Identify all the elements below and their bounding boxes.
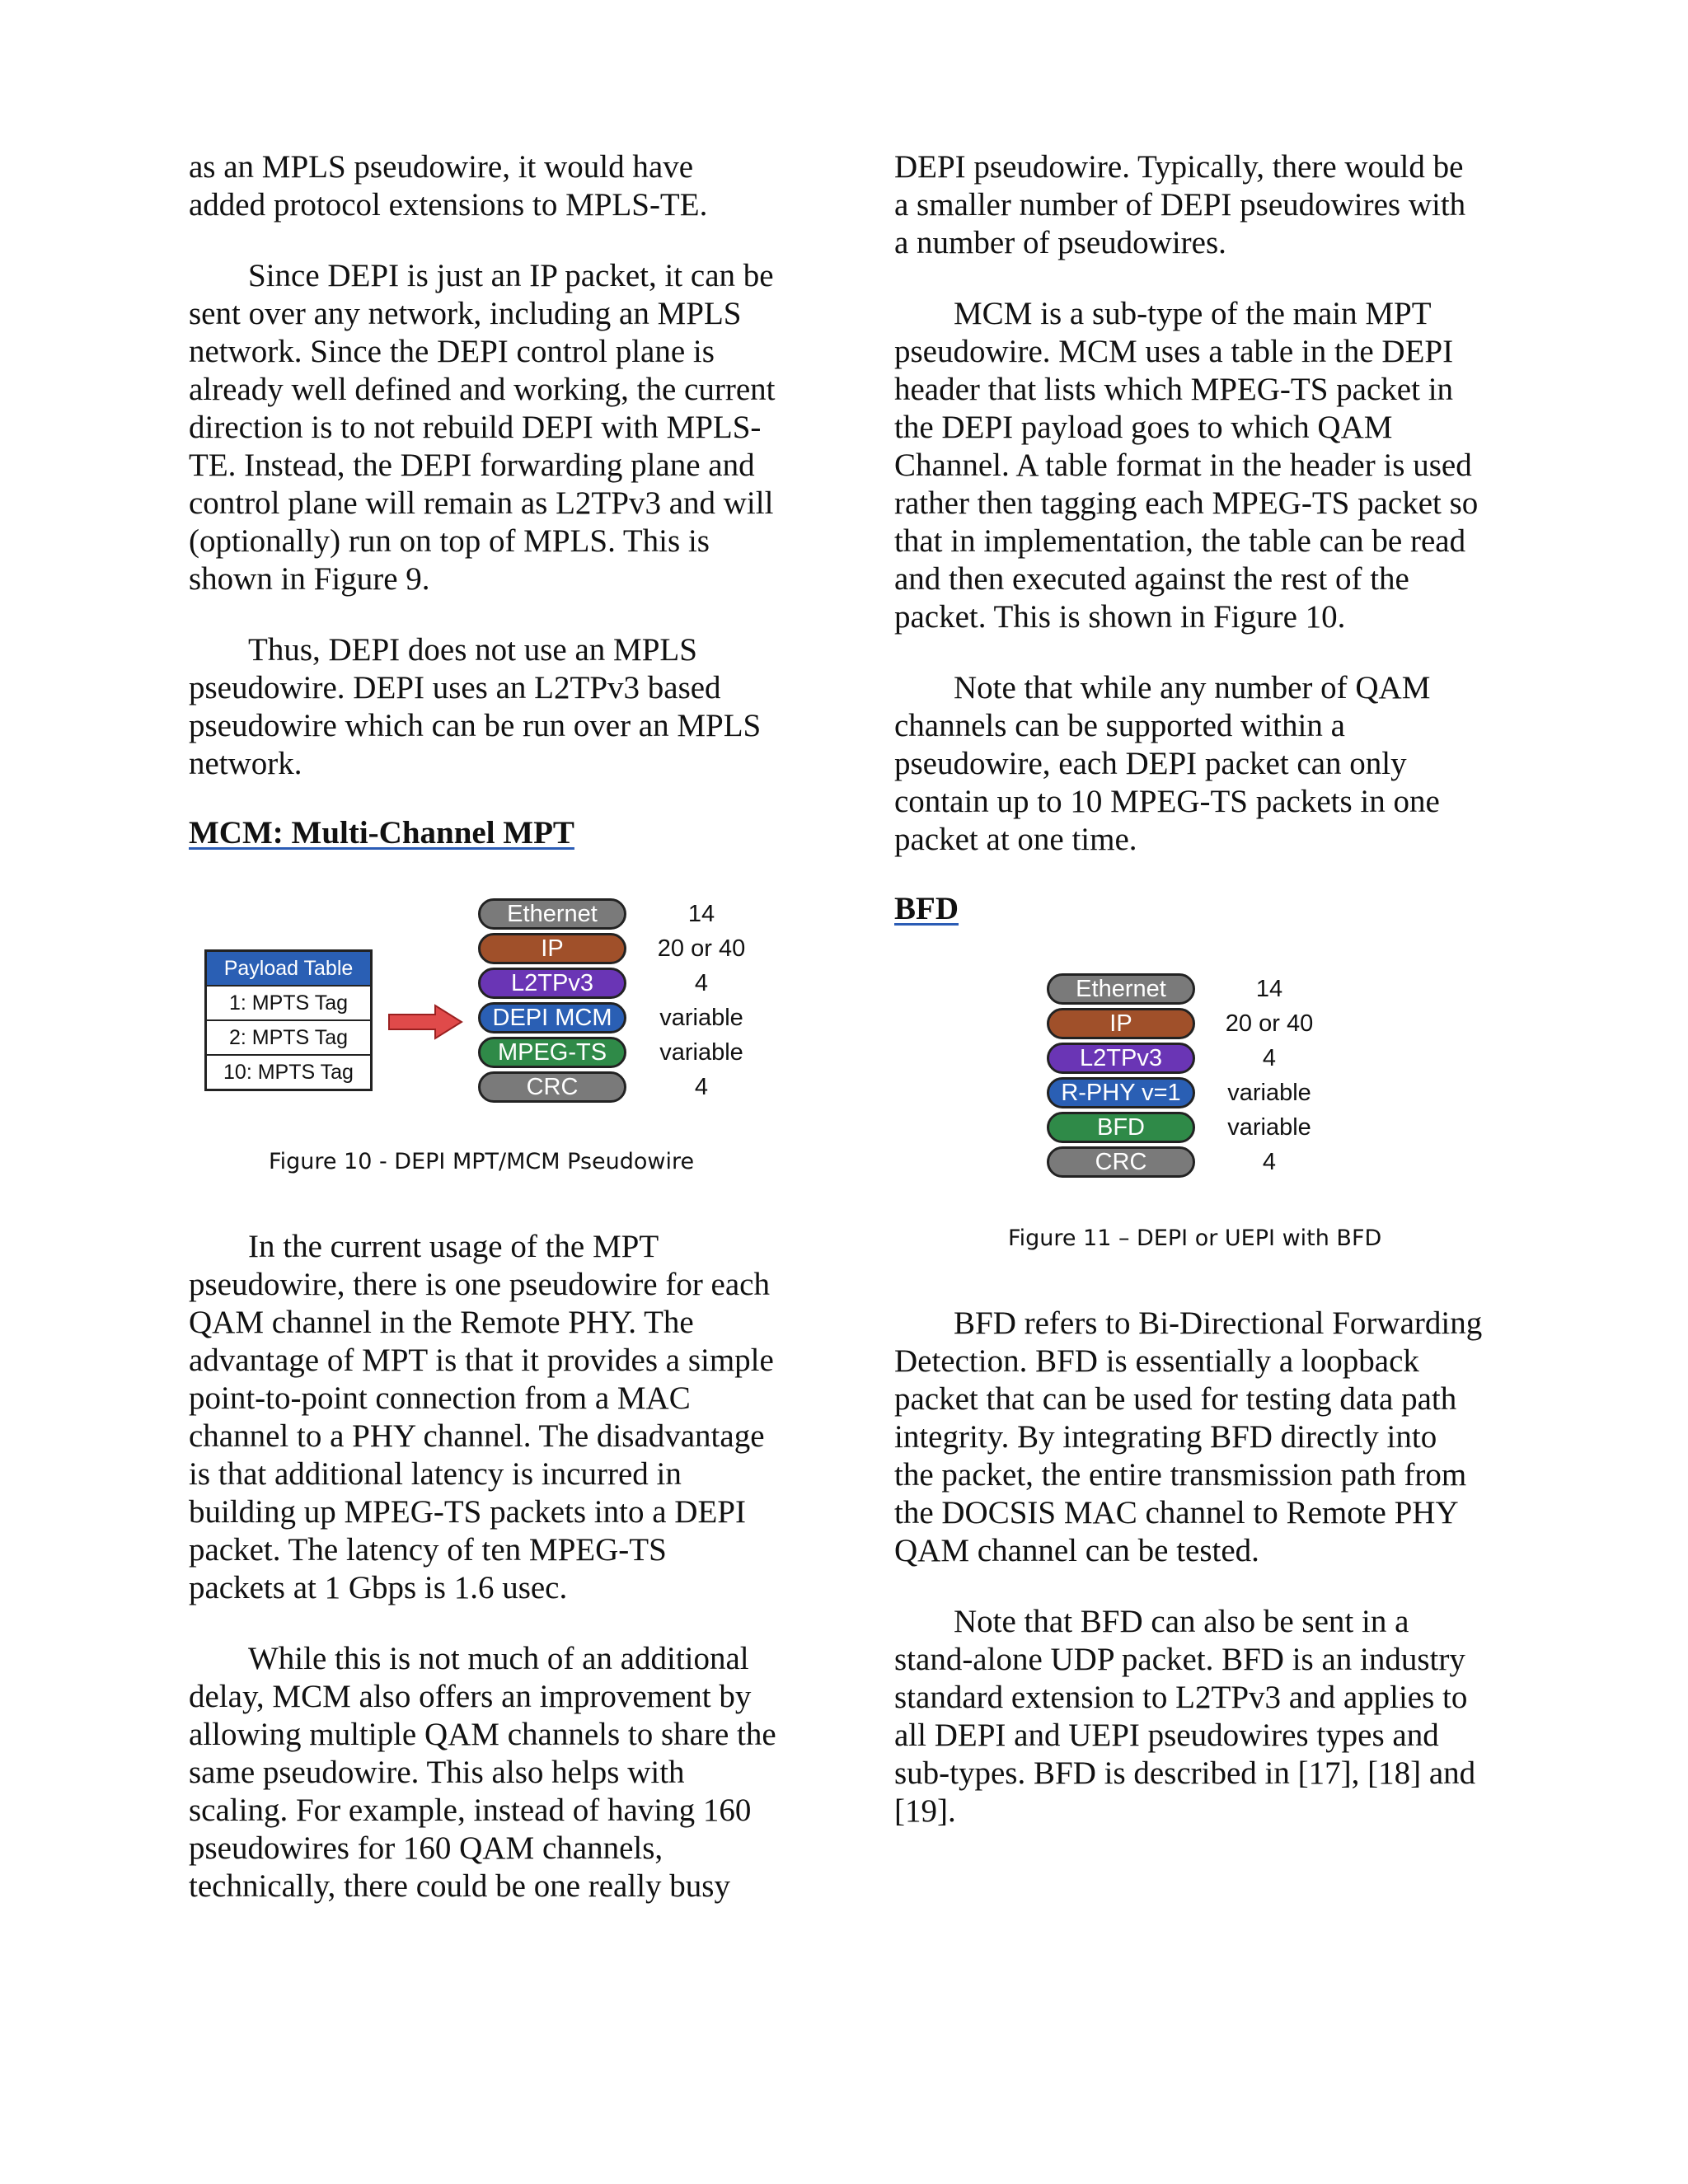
right-paragraph-4: BFD refers to Bi-Directional Forwarding Detection. BFD is essentially a loopback packet that can be used for testing data path integrity. By integrating BFD directly into the packet, the entire transmission path from the DOCSIS MAC channel to Remote PHY QAM channel can be tested. (894, 1305, 1483, 1568)
layer-size: 14 (687, 901, 715, 927)
layer-mpeg-ts: MPEG-TS (478, 1037, 626, 1068)
left-paragraph-2: Since DEPI is just an IP packet, it can be sent over any network, including an MPLS network. Since the DEPI control plane is already well defined and working, the current direction is to not rebuild DEPI with MPLS- TE. Instead, the DEPI forwarding plane and control plane will remain as L2TPv3 and will (optionally) run on top of MPLS. This is shown in Figure 9. (189, 258, 776, 597)
layer-r-phy: R-PHY v=1 (1047, 1077, 1195, 1108)
layer-crc: CRC (478, 1071, 626, 1103)
right-column-lower (894, 1305, 1504, 1830)
layer-size: variable (1227, 1080, 1311, 1106)
layer-ip: IP (1047, 1008, 1195, 1039)
layer-size: 4 (694, 1074, 709, 1100)
left-column (189, 148, 799, 852)
left-paragraph-3: Thus, DEPI does not use an MPLS pseudowire. DEPI uses an L2TPv3 based pseudowire which can be run over an MPLS network. (189, 632, 762, 781)
payload-table-row: 2: MPTS Tag (207, 1019, 370, 1054)
layer-ethernet: Ethernet (478, 898, 626, 930)
payload-table-row: 10: MPTS Tag (207, 1054, 370, 1089)
layer-size: variable (659, 1039, 743, 1066)
layer-size: variable (659, 1005, 743, 1031)
section-heading-bfd: BFD (894, 891, 959, 926)
layer-l2tpv3: L2TPv3 (478, 968, 626, 999)
left-paragraph-5: While this is not much of an additional delay, MCM also offers an improvement by allowing multiple QAM channels to share the same pseudowire. This also helps with scaling. For example, instead of having 160 pseudowires for 160 QAM channels, technically, there could be one really busy (189, 1641, 776, 1904)
layer-size: variable (1227, 1114, 1311, 1141)
left-paragraph-1: as an MPLS pseudowire, it would have added protocol extensions to MPLS-TE. (189, 149, 708, 223)
payload-table (204, 949, 373, 1091)
left-paragraph-4: In the current usage of the MPT pseudowire, there is one pseudowire for each QAM channel in the Remote PHY. The advantage of MPT is that it provides a simple point-to-point connection from a MAC channel to a PHY channel. The disadvantage is that additional latency is incurred in building up MPEG-TS packets into a DEPI packet. The latency of ten MPEG-TS packets at 1 Gbps is 1.6 usec. (189, 1229, 774, 1605)
figure-10-caption: Figure 10 - DEPI MPT/MCM Pseudowire (269, 1149, 695, 1174)
payload-table-header: Payload Table (207, 952, 370, 985)
layer-size: 20 or 40 (1225, 1010, 1314, 1037)
section-heading-mcm: MCM: Multi-Channel MPT (189, 815, 574, 851)
layer-crc: CRC (1047, 1146, 1195, 1178)
right-column (894, 148, 1504, 928)
right-arrow-icon (387, 1004, 463, 1040)
right-paragraph-3: Note that while any number of QAM channels can be supported within a pseudowire, each DEPI packet can only contain up to 10 MPEG-TS packets in one packet at one time. (894, 670, 1440, 857)
layer-size: 4 (694, 970, 709, 996)
layer-size: 4 (1262, 1045, 1277, 1071)
layer-ethernet: Ethernet (1047, 973, 1195, 1005)
payload-table-row: 1: MPTS Tag (207, 985, 370, 1019)
right-paragraph-2: MCM is a sub-type of the main MPT pseudowire. MCM uses a table in the DEPI header that lists which MPEG-TS packet in the DEPI payload goes to which QAM Channel. A table format in the header is used rather then tagging each MPEG-TS packet so that in implementation, the table can be read and then executed against the rest of the packet. This is shown in Figure 10. (894, 296, 1479, 635)
layer-size: 20 or 40 (657, 935, 746, 962)
layer-ip: IP (478, 933, 626, 964)
layer-depi-mcm: DEPI MCM (478, 1002, 626, 1033)
layer-l2tpv3: L2TPv3 (1047, 1043, 1195, 1074)
left-column-lower (189, 1228, 799, 1905)
right-paragraph-5: Note that BFD can also be sent in a stand-alone UDP packet. BFD is an industry standard extension to L2TPv3 and applies to all DEPI and UEPI pseudowires types and sub-types. BFD is described in [17], [18] and [19]. (894, 1604, 1476, 1829)
arrow-shape (389, 1005, 462, 1038)
layer-size: 4 (1262, 1149, 1277, 1175)
right-paragraph-1: DEPI pseudowire. Typically, there would be a smaller number of DEPI pseudowires with a number of pseudowires. (894, 149, 1466, 260)
figure-11-caption: Figure 11 – DEPI or UEPI with BFD (1008, 1226, 1382, 1251)
layer-bfd: BFD (1047, 1112, 1195, 1143)
layer-size: 14 (1255, 976, 1283, 1002)
